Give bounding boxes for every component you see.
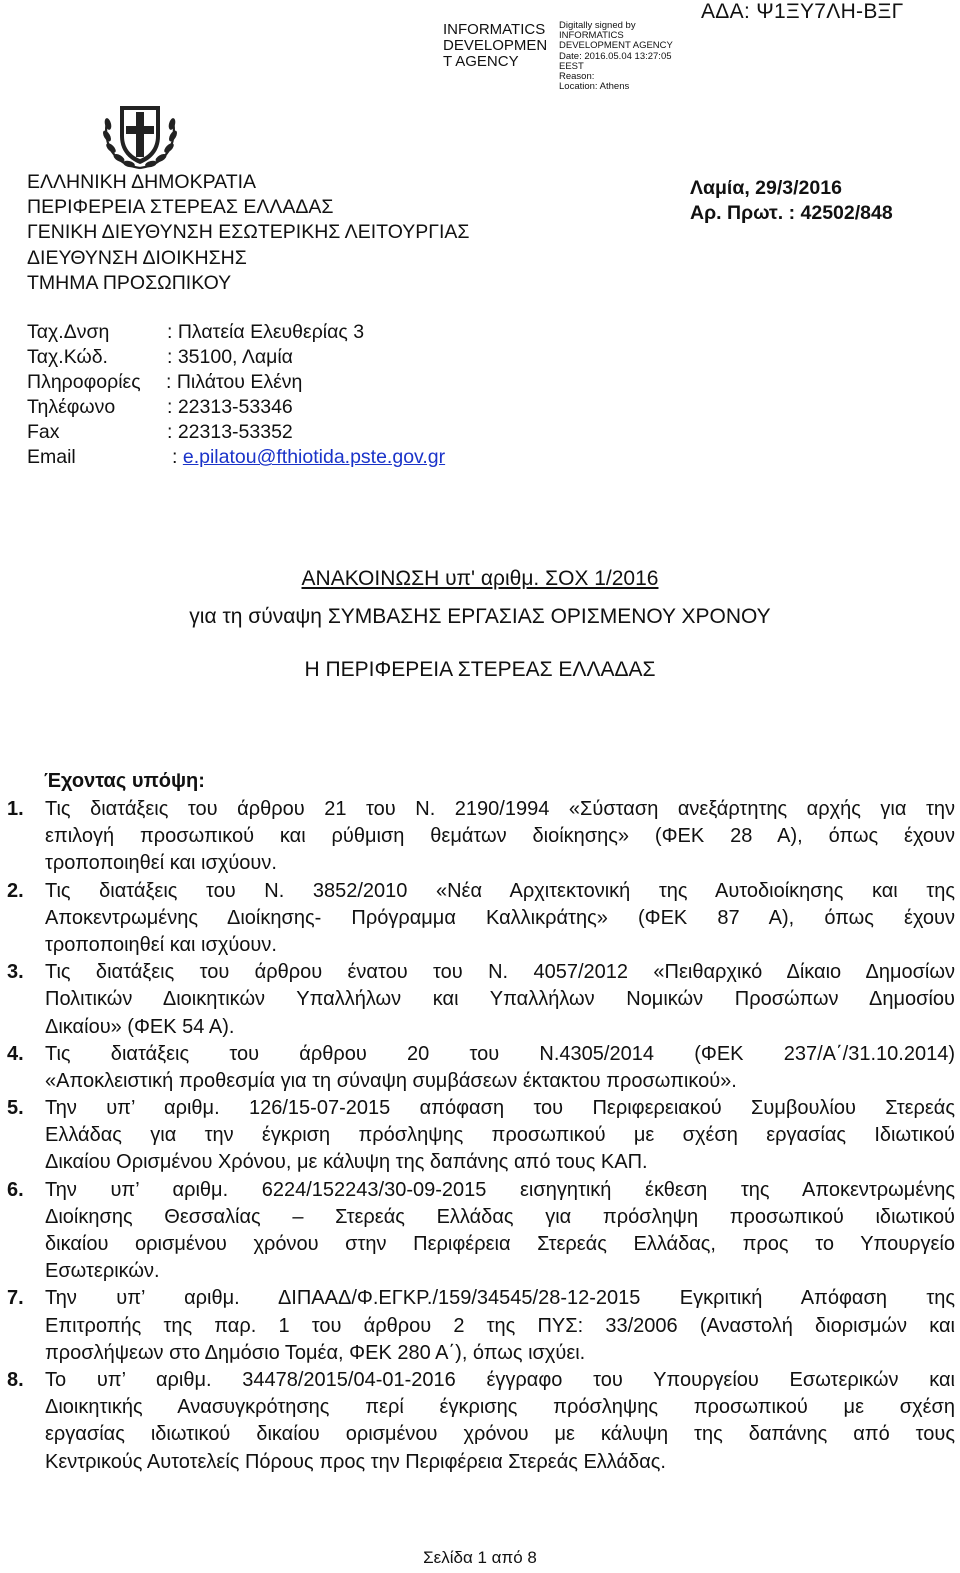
list-item-number: 3. [7, 961, 24, 984]
list-item [0, 1177, 960, 1286]
contact-value: : Πιλάτου Ελένη [166, 371, 303, 394]
list-item-line: Κεντρικούς Αυτοτελείς Πόρους προς την Περιφέρεια Στερεάς Ελλάδας. [45, 1450, 666, 1473]
list-item-line: επιλογή προσωπικού και ρύθμιση θεμάτων διοίκησης» (ΦΕΚ 28 Α), όπως έχουν [45, 825, 955, 848]
list-item-line: Τις διατάξεις του άρθρου ένατου του Ν. 4057/2012 «Πειθαρχικό Δίκαιο Δημοσίων [45, 961, 955, 984]
signature-detail-line: Reason: [559, 71, 595, 83]
list-item-line: εργασίας ιδιωτικού δικαίου ορισμένου χρόνου με κάλυψη της δαπάνης από τους [45, 1423, 955, 1446]
list-item-line: τροποποιηθεί και ισχύουν. [45, 852, 277, 875]
list-item-line: Τις διατάξεις του Ν. 3852/2010 «Νέα Αρχιτεκτονική της Αυτοδιοίκησης και της [45, 879, 955, 902]
list-item-line: Διοικητικής Ανασυγκρότησης περί έγκρισης πρόσληψης προσωπικού με σχέση [45, 1396, 955, 1419]
list-item-number: 5. [7, 1097, 24, 1120]
signature-detail-line: INFORMATICS [559, 30, 624, 42]
announcement-title-text: ΑΝΑΚΟΙΝΩΣΗ υπ' αριθμ. ΣΟΧ 1/2016 [301, 567, 659, 590]
contact-value [172, 445, 445, 470]
list-item-line: Την υπ’ αριθμ. 126/15-07-2015 απόφαση του Περιφερειακού Συμβουλίου Στερεάς [45, 1097, 955, 1120]
list-item [0, 1367, 960, 1476]
email-link[interactable]: e.pilatou@fthiotida.pste.gov.gr [182, 446, 446, 469]
list-item-line: δικαίου ορισμένου χρόνου στην Περιφέρεια Στερεάς Ελλάδας, προς το Υπουργείο [45, 1233, 955, 1255]
contact-value: : 22313-53346 [167, 396, 293, 419]
list-item-number: 7. [7, 1287, 24, 1310]
list-item-number: 8. [7, 1368, 24, 1391]
contact-value: : 35100, Λαμία [167, 346, 293, 369]
list-item-number: 4. [7, 1042, 24, 1065]
signature-detail-line: EEST [559, 60, 584, 72]
contact-label: Τηλέφωνο [27, 396, 116, 419]
list-item-number: 6. [7, 1178, 24, 1201]
contact-label: Fax [27, 421, 60, 444]
list-item [0, 796, 960, 878]
list-item-line: Αποκεντρωμένης Διοίκησης- Πρόγραμμα Καλλικράτης» (ΦΕΚ 87 Α), όπως έχουν [45, 906, 955, 929]
coat-of-arms-icon [99, 100, 181, 172]
signature-detail-line: Location: Athens [559, 81, 630, 93]
list-item-number: 2. [7, 879, 24, 902]
signature-organization [443, 22, 555, 70]
list-item-line: Την υπ’ αριθμ. 6224/152243/30-09-2015 εισηγητική έκθεση της Αποκεντρωμένης [45, 1178, 955, 1201]
signature-detail-line: DEVELOPMENT AGENCY [559, 40, 673, 52]
signature-org-line: DEVELOPMEN [443, 37, 548, 54]
list-item-line: Τις διατάξεις του άρθρου 20 του Ν.4305/2014 (ΦΕΚ 237/Α΄/31.10.2014) [45, 1042, 955, 1065]
announcing-authority: Η ΠΕΡΙΦΕΡΕΙΑ ΣΤΕΡΕΑΣ ΕΛΛΑΔΑΣ [304, 658, 656, 681]
list-item-line: Τις διατάξεις του άρθρου 21 του Ν. 2190/1994 «Σύσταση ανεξάρτητης αρχής για την [45, 798, 955, 820]
list-item [0, 878, 960, 960]
document-reference [690, 176, 893, 226]
contact-label: Ταχ.Κώδ. [27, 346, 108, 369]
protocol-number: Αρ. Πρωτ. : 42502/848 [690, 202, 893, 224]
issuing-authority [27, 170, 469, 296]
authority-line: ΤΜΗΜΑ ΠΡΟΣΩΠΙΚΟΥ [27, 271, 232, 294]
list-item-line: «Αποκλειστική προθεσμία για τη σύναψη συμβάσεων έκτακτου προσωπικού». [45, 1069, 737, 1092]
signature-org-line: INFORMATICS [443, 21, 546, 38]
list-item-line: Δικαίου Ορισμένου Χρόνου, με κάλυψη της δαπάνης από τους ΚΑΠ. [45, 1151, 648, 1174]
announcement-subject: για τη σύναψη ΣΥΜΒΑΣΗΣ ΕΡΓΑΣΙΑΣ ΟΡΙΣΜΕΝΟΥ ΧΡΟΝΟΥ [189, 605, 771, 628]
contact-value: : Πλατεία Ελευθερίας 3 [167, 321, 365, 343]
list-item-line: Την υπ’ αριθμ. ΔΙΠΑΑΔ/Φ.ΕΓΚΡ./159/34545/28-12-2015 Εγκριτική Απόφαση της [45, 1287, 955, 1310]
contact-value: : 22313-53352 [167, 421, 293, 444]
signature-detail-line: Date: 2016.05.04 13:27:05 [559, 50, 672, 62]
announcement-title [0, 567, 960, 591]
list-item-line: Το υπ’ αριθμ. 34478/2015/04-01-2016 έγγραφο του Υπουργείου Εσωτερικών και [45, 1368, 955, 1391]
email-prefix: : [172, 446, 183, 469]
list-item-line: Επιτροπής της παρ. 1 του άρθρου 2 της ΠΥΣ: 33/2006 (Αναστολή διορισμών και [45, 1314, 955, 1337]
list-item-line: Πολιτικών Διοικητικών Υπαλλήλων και Υπαλλήλων Νομικών Προσώπων Δημοσίου [45, 988, 955, 1011]
place-date: Λαμία, 29/3/2016 [690, 177, 842, 199]
authority-line: ΕΛΛΗΝΙΚΗ ΔΗΜΟΚΡΑΤΙΑ [27, 171, 257, 193]
list-item-line: προσλήψεων στο Δημόσιο Τομέα, ΦΕΚ 280 Α΄), όπως ισχύει. [45, 1341, 586, 1364]
page-number: Σελίδα 1 από 8 [423, 1548, 537, 1567]
ada-code: ΑΔΑ: Ψ1ΞΥ7ΛΗ-ΒΞΓ [701, 0, 904, 23]
list-item-line: Διοίκησης Θεσσαλίας – Στερεάς Ελλάδας για πρόσληψη προσωπικού ιδιωτικού [45, 1205, 955, 1228]
contact-label: Ταχ.Δνση [27, 321, 110, 343]
signature-details [559, 21, 673, 92]
list-item-line: Δικαίου» (ΦΕΚ 54 Α). [45, 1015, 235, 1038]
considerations-list [0, 796, 960, 1476]
authority-line: ΠΕΡΙΦΕΡΕΙΑ ΣΤΕΡΕΑΣ ΕΛΛΑΔΑΣ [27, 196, 334, 219]
considering-heading: Έχοντας υπόψη: [44, 770, 205, 792]
list-item-line: Ελλάδας για την έγκριση πρόσληψης προσωπικού με σχέση εργασίας Ιδιωτικού [45, 1124, 955, 1147]
authority-line: ΔΙΕΥΘΥΝΣΗ ΔΙΟΙΚΗΣΗΣ [27, 246, 247, 269]
list-item-line: Εσωτερικών. [45, 1260, 160, 1283]
list-item-line: τροποποιηθεί και ισχύουν. [45, 933, 277, 956]
contact-label: Πληροφορίες [27, 371, 141, 394]
authority-line: ΓΕΝΙΚΗ ΔΙΕΥΘΥΝΣΗ ΕΣΩΤΕΡΙΚΗΣ ΛΕΙΤΟΥΡΓΙΑΣ [27, 221, 470, 244]
signature-detail-line: Digitally signed by [559, 20, 636, 31]
contact-label: Email [27, 446, 76, 469]
list-item [0, 1285, 960, 1367]
signature-org-line: T AGENCY [443, 53, 519, 70]
list-item [0, 1041, 960, 1095]
list-item [0, 1095, 960, 1177]
list-item [0, 959, 960, 1041]
list-item-number: 1. [7, 798, 24, 820]
